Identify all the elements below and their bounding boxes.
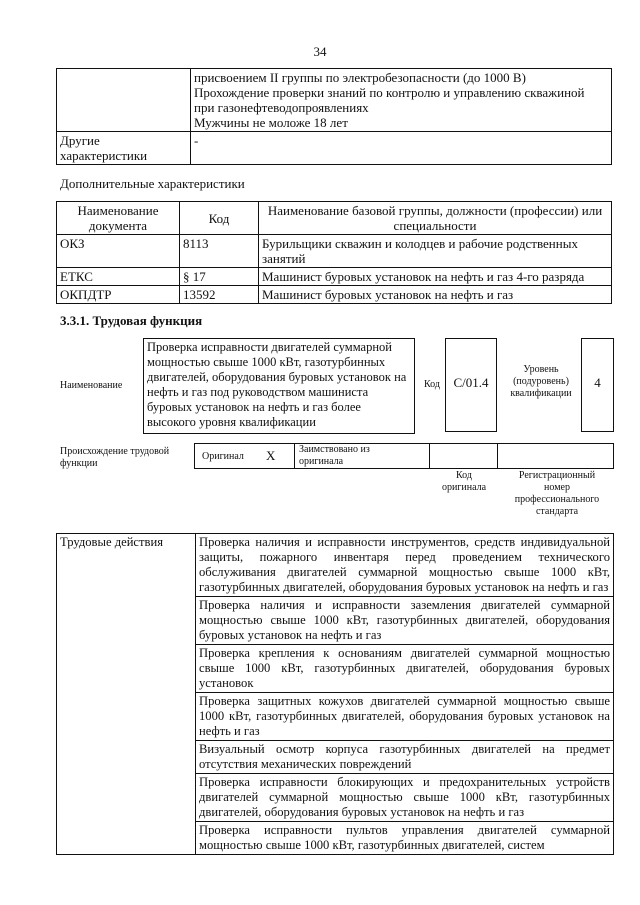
table-cell: Машинист буровых установок на нефть и газ 4-го разряда — [259, 268, 612, 286]
table-row — [57, 286, 612, 304]
table-row — [57, 235, 612, 268]
code-value: С/01.4 — [453, 375, 489, 390]
level-value: 4 — [594, 375, 601, 390]
requirement-line: Прохождение проверки знаний по контролю и управлению скважиной при газонефтеводопроявлениях — [194, 85, 585, 115]
borrowed-label: Заимствовано из оригинала — [299, 444, 370, 467]
labor-action-item: Проверка защитных кожухов двигателей суммарной мощностью свыше 1000 кВт, газотурбинных двигателей, оборудования буровых установок на нефть и газ — [196, 693, 614, 741]
table-cell: ОКЗ — [57, 235, 180, 268]
table-row — [57, 69, 612, 132]
row-label: Другие характеристики — [57, 132, 191, 165]
code-label: Код — [424, 379, 440, 390]
labor-action-item: Проверка крепления к основаниям двигателей суммарной мощностью свыше 1000 кВт, газотурбинных двигателей, оборудования буровых установок — [196, 645, 614, 693]
qualification-requirements-table — [56, 68, 612, 165]
labor-action-item: Проверка наличия и исправности инструментов, средств индивидуальной защиты, пожарного инвентаря перед проведением технического обслуживания двигателей суммарной мощностью свыше 1000 кВт, газотурбинных двигателей, оборудования буровых установок на нефть и газ — [196, 534, 614, 597]
table-row — [57, 268, 612, 286]
labor-action-item: Проверка исправности блокирующих и предохранительных устройств двигателей суммарной мощностью свыше 1000 кВт, газотурбинных двигателей, оборудования буровых установок на нефть и газ — [196, 774, 614, 822]
column-header: Код — [180, 202, 259, 235]
row-value: - — [191, 132, 612, 165]
function-name-text: Проверка исправности двигателей суммарной мощностью свыше 1000 кВт, газотурбинных двигателей, оборудования буровых установок на нефть и газ под руководством машиниста буровых установок на нефть и газ более высокого уровня квалификации — [147, 340, 407, 429]
table-cell: § 17 — [180, 268, 259, 286]
function-heading: 3.3.1. Трудовая функция — [60, 313, 203, 328]
original-label: Оригинал — [202, 451, 244, 462]
column-header: Наименование базовой группы, должности (профессии) или специальности — [259, 202, 612, 235]
labor-action-item: Проверка наличия и исправности заземления двигателей суммарной мощностью свыше 1000 кВт, газотурбинных двигателей, оборудования буровых установок на нефть и газ — [196, 597, 614, 645]
table-cell: Машинист буровых установок на нефть и газ — [259, 286, 612, 304]
column-header: Наименование документа — [57, 202, 180, 235]
table-row — [57, 534, 614, 597]
page-number: 34 — [313, 44, 327, 59]
name-label: Наименование — [60, 380, 123, 391]
table-cell: ОКПДТР — [57, 286, 180, 304]
original-code-label: Код оригинала — [441, 470, 487, 493]
table-cell: 13592 — [180, 286, 259, 304]
level-label: Уровень (подуровень) квалификации — [510, 364, 572, 399]
origin-label: Происхождение трудовой функции — [60, 446, 170, 469]
registration-number-label: Регистрационный номер профессионального стандарта — [514, 470, 600, 517]
section-heading: Дополнительные характеристики — [60, 176, 245, 191]
table-cell: Бурильщики скважин и колодцев и рабочие родственных занятий — [259, 235, 612, 268]
table-cell: 8113 — [180, 235, 259, 268]
origin-divider — [294, 443, 295, 468]
labor-actions-table — [56, 533, 614, 855]
labor-actions-label: Трудовые действия — [57, 534, 196, 855]
row-label — [57, 69, 191, 132]
labor-action-item: Проверка исправности пультов управления двигателей суммарной мощностью свыше 1000 кВт, газотурбинных двигателей, систем — [196, 822, 614, 855]
function-name-box — [143, 338, 415, 434]
table-header-row — [57, 202, 612, 235]
origin-divider — [429, 443, 430, 468]
table-row — [57, 132, 612, 165]
labor-action-item: Визуальный осмотр корпуса газотурбинных двигателей на предмет отсутствия механических повреждений — [196, 741, 614, 774]
additional-characteristics-table — [56, 201, 612, 304]
requirements-cell — [191, 69, 612, 132]
table-cell: ЕТКС — [57, 268, 180, 286]
requirement-line: Мужчины не моложе 18 лет — [194, 115, 348, 130]
origin-divider — [497, 443, 498, 468]
requirement-line: присвоением II группы по электробезопасности (до 1000 В) — [194, 70, 526, 85]
original-mark: X — [266, 448, 276, 463]
